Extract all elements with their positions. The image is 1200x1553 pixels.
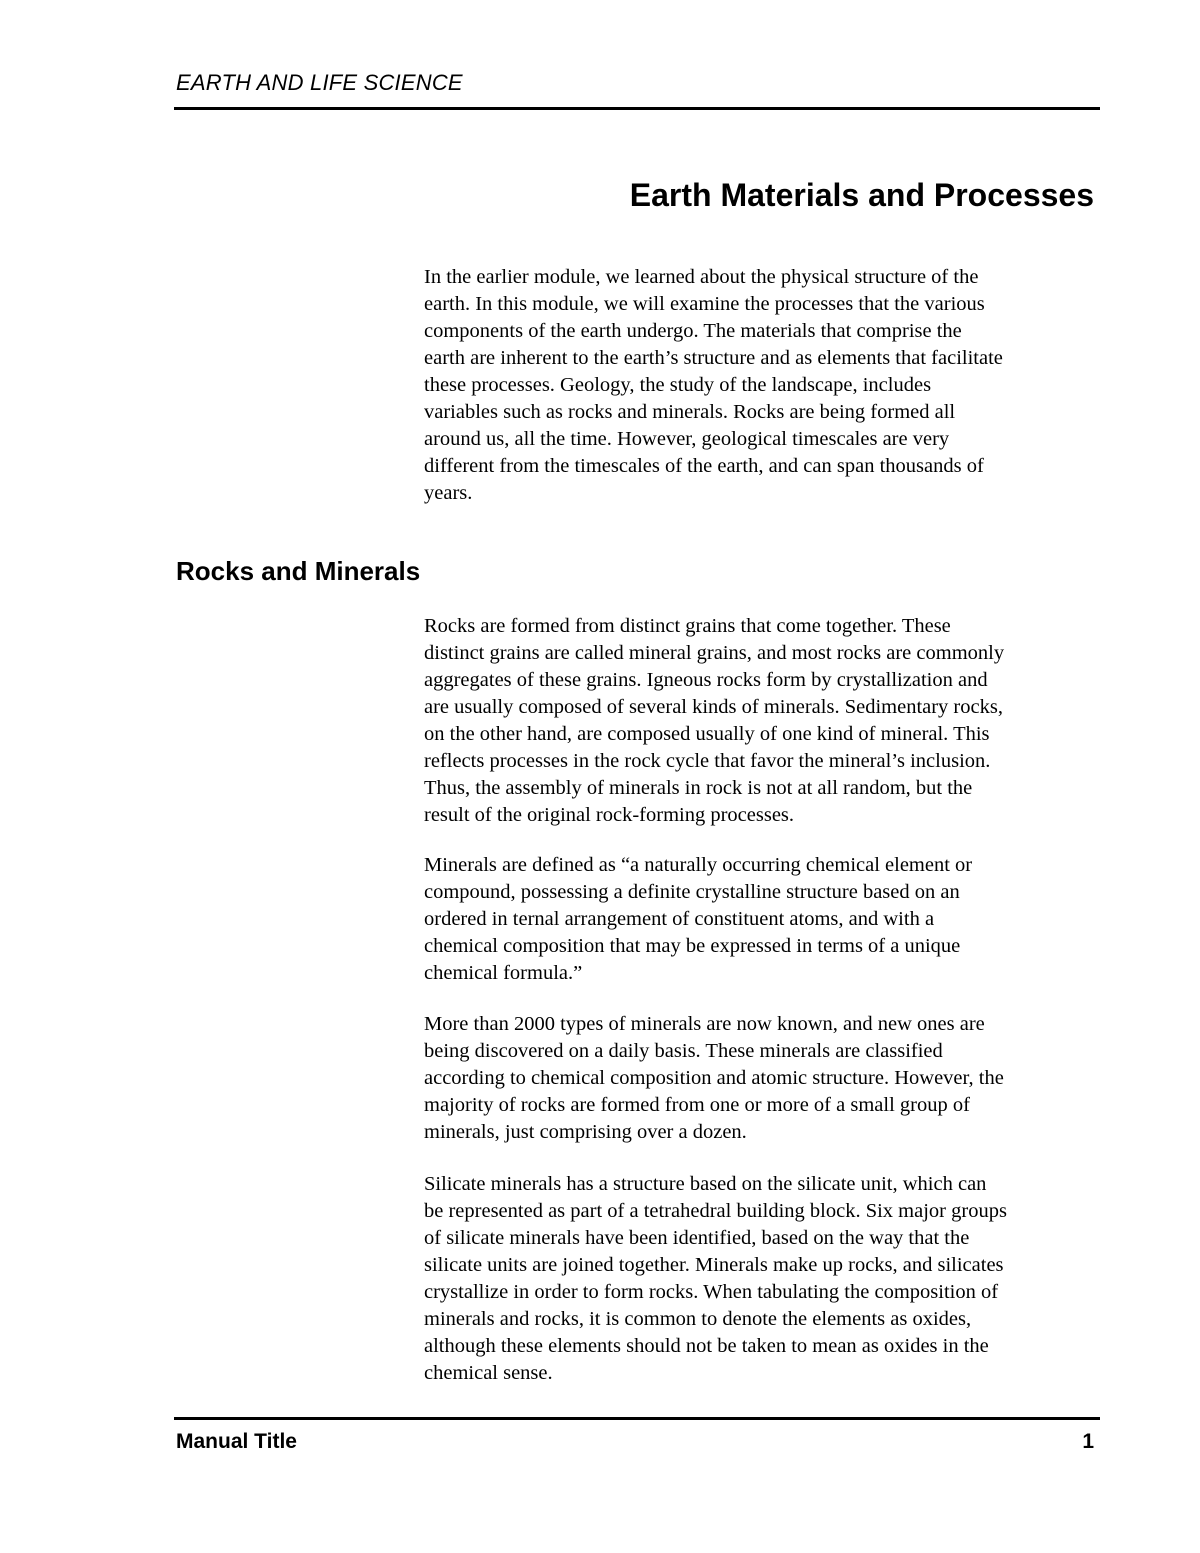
text-line: Silicate minerals has a structure based on the silicate unit, which can	[424, 1173, 987, 1195]
text-line: although these elements should not be taken to mean as oxides in the	[424, 1335, 989, 1357]
text-line: variables such as rocks and minerals. Rocks are being formed all	[424, 401, 956, 423]
text-line: on the other hand, are composed usually of one kind of mineral. This	[424, 723, 990, 745]
text-line: earth. In this module, we will examine the processes that the various	[424, 293, 985, 315]
text-line: around us, all the time. However, geological timescales are very	[424, 428, 950, 450]
text-line: minerals and rocks, it is common to denote the elements as oxides,	[424, 1308, 972, 1330]
text-line: Minerals are defined as “a naturally occurring chemical element or	[424, 854, 973, 876]
text-line: silicate units are joined together. Minerals make up rocks, and silicates	[424, 1254, 1004, 1276]
text-line: are usually composed of several kinds of minerals. Sedimentary rocks,	[424, 696, 1003, 718]
chapter-title: Earth Materials and Processes	[629, 177, 1094, 213]
header-rule	[174, 107, 1100, 110]
text-line: chemical composition that may be expressed in terms of a unique	[424, 935, 961, 957]
text-line: minerals, just comprising over a dozen.	[424, 1121, 747, 1143]
running-header: EARTH AND LIFE SCIENCE	[176, 70, 463, 95]
section-heading: Rocks and Minerals	[176, 556, 421, 586]
text-line: chemical formula.”	[424, 962, 583, 984]
text-line: crystallize in order to form rocks. When tabulating the composition of	[424, 1281, 999, 1303]
body-paragraph-mineral-types	[424, 1011, 1100, 1146]
text-line: Rocks are formed from distinct grains that come together. These	[424, 615, 951, 637]
page-number: 1	[1082, 1430, 1094, 1453]
text-line: aggregates of these grains. Igneous rocks form by crystallization and	[424, 669, 988, 691]
text-line: being discovered on a daily basis. These minerals are classified	[424, 1040, 943, 1062]
text-line: of silicate minerals have been identified, based on the way that the	[424, 1227, 970, 1249]
text-line: these processes. Geology, the study of the landscape, includes	[424, 374, 932, 396]
text-line: according to chemical composition and atomic structure. However, the	[424, 1067, 1004, 1089]
text-line: components of the earth undergo. The materials that comprise the	[424, 320, 962, 342]
text-line: compound, possessing a definite crystalline structure based on an	[424, 881, 960, 903]
text-line: chemical sense.	[424, 1362, 553, 1384]
text-line: years.	[424, 482, 473, 504]
footer-rule	[174, 1417, 1100, 1420]
text-line: More than 2000 types of minerals are now known, and new ones are	[424, 1013, 985, 1035]
footer-manual-title: Manual Title	[176, 1430, 297, 1453]
body-paragraph-mineral-definition	[424, 852, 1100, 987]
text-line: earth are inherent to the earth’s structure and as elements that facilitate	[424, 347, 1003, 369]
text-line: Thus, the assembly of minerals in rock is not at all random, but the	[424, 777, 973, 799]
intro-paragraph	[424, 264, 1100, 507]
body-paragraph-silicates	[424, 1171, 1100, 1387]
text-line: be represented as part of a tetrahedral building block. Six major groups	[424, 1200, 1007, 1222]
text-line: majority of rocks are formed from one or more of a small group of	[424, 1094, 970, 1116]
text-line: different from the timescales of the earth, and can span thousands of	[424, 455, 984, 477]
text-line: result of the original rock-forming processes.	[424, 804, 795, 826]
text-line: In the earlier module, we learned about the physical structure of the	[424, 266, 979, 288]
text-line: distinct grains are called mineral grains, and most rocks are commonly	[424, 642, 1005, 664]
text-line: reflects processes in the rock cycle that favor the mineral’s inclusion.	[424, 750, 991, 772]
body-paragraph-rocks	[424, 613, 1100, 829]
text-line: ordered in ternal arrangement of constituent atoms, and with a	[424, 908, 935, 930]
